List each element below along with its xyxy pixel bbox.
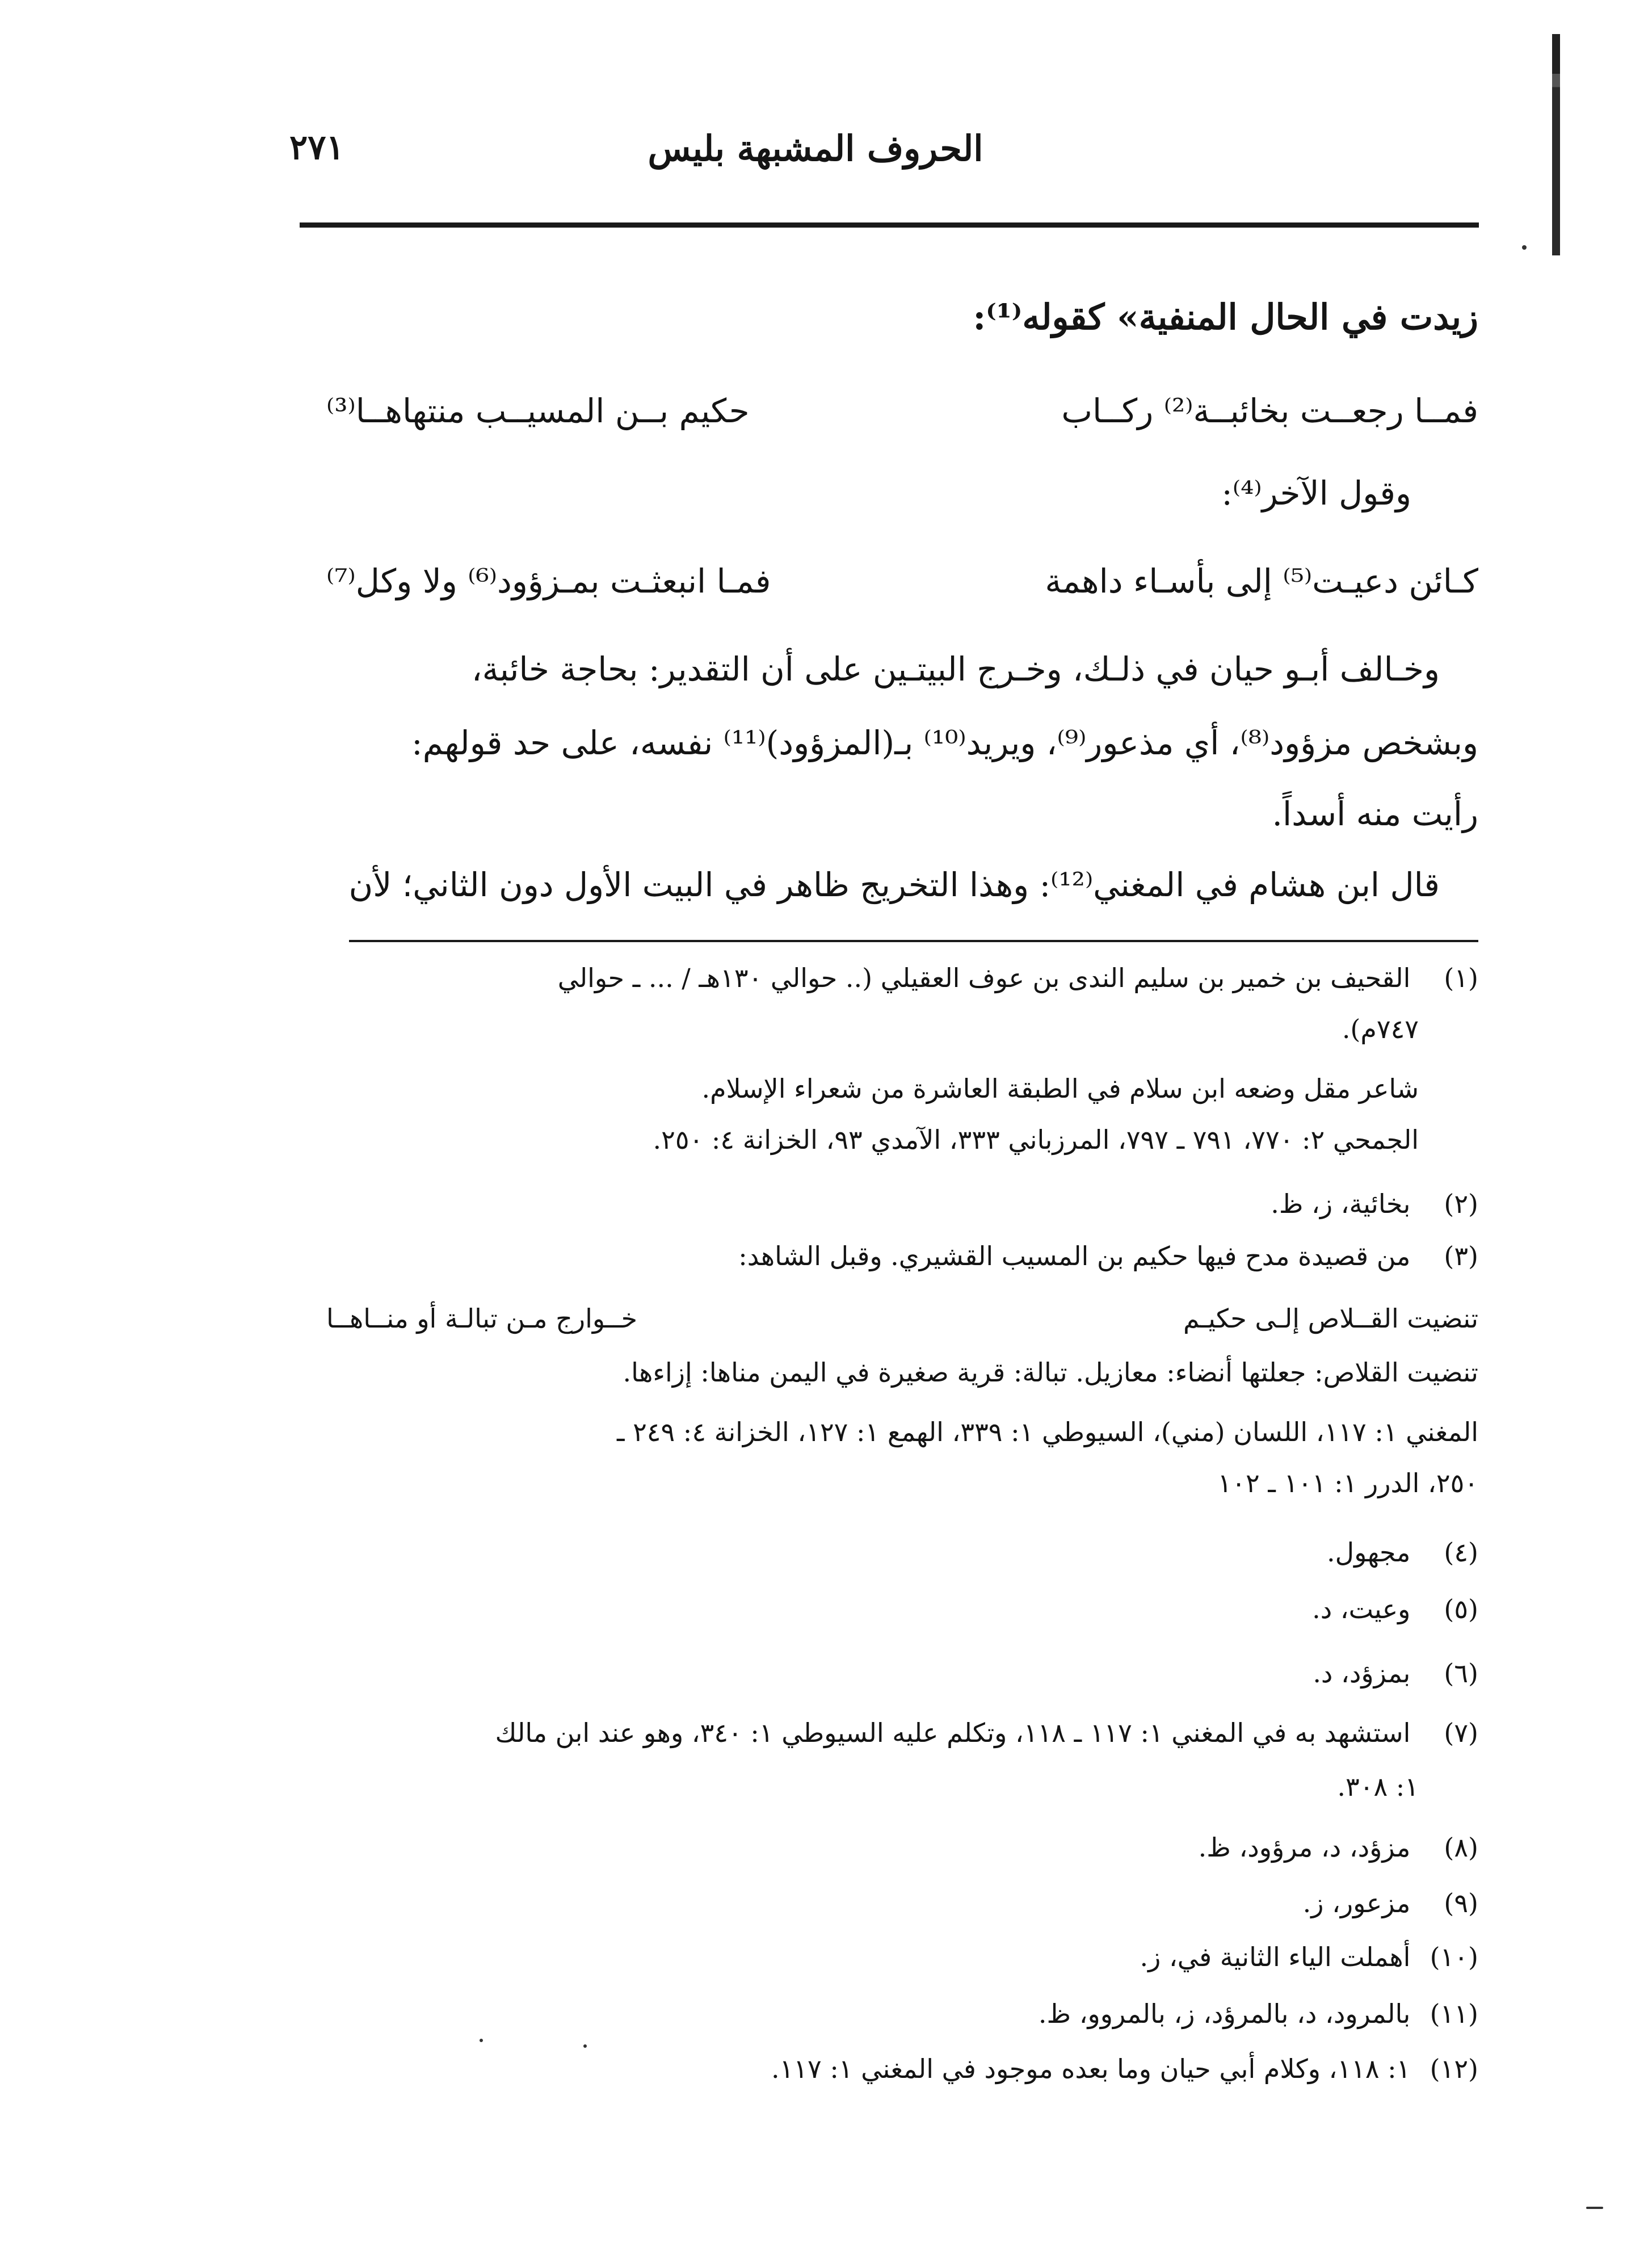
footnote-verse-hemistich-1: تنضيت القــلاص إلـى حكيـم (1183, 1303, 1478, 1334)
footnote-number: (١٠) (1430, 1942, 1478, 1972)
page-number: ٢٧١ (289, 128, 344, 167)
footnote-text: استشهد به في المغني ١: ١١٧ ـ ١١٨، وتكلم عليه السيوطي ١: ٣٤٠، وهو عند ابن مالك (495, 1717, 1411, 1748)
footnote-11 (1038, 1998, 1478, 2029)
footnote-4 (1327, 1537, 1478, 1568)
footnote-number: (٧) (1444, 1717, 1478, 1748)
paragraph-line-3: رأيت منه أسداً. (1272, 795, 1478, 833)
footnote-text: مجهول. (1327, 1537, 1411, 1568)
footnote-number: (٦) (1444, 1658, 1478, 1689)
verse-2-hemistich-2: فمـا انبعثـت بمـزؤود⁽⁶⁾ ولا وكل⁽⁷⁾ (326, 562, 771, 600)
footnote-number: (١١) (1430, 1998, 1478, 2029)
footnote-number: (٥) (1444, 1594, 1478, 1624)
footnote-1 (558, 965, 1478, 991)
footnote-text: من قصيدة مدح فيها حكيم بن المسيب القشيري. وقبل الشاهد: (738, 1241, 1411, 1271)
footnote-text: ١: ١١٨، وكلام أبي حيان وما بعده موجود في المغني ١: ١١٧. (771, 2053, 1411, 2084)
paragraph-line-1: وخـالف أبـو حيان في ذلـك، وخـرج البيتـين على أن التقدير: بحاجة خائبة، (471, 650, 1440, 688)
verse-2 (326, 562, 1478, 600)
body-line-1 (973, 296, 1478, 338)
footnote-1-cont: ٧٤٧م). (1342, 1014, 1419, 1044)
footnote-3-cont: ٢٥٠، الدرر ١: ١٠١ ـ ١٠٢ (1217, 1468, 1478, 1498)
verse-2-hemistich-1: كـائن دعيـت⁽⁵⁾ إلى بأسـاء داهمة (1045, 562, 1478, 600)
footnote-text: القحيف بن خمير بن سليم الندى بن عوف العقيلي (.. حوالي ١٣٠هـ / ... ـ حوالي (557, 963, 1411, 993)
footnote-number: (٨) (1444, 1832, 1478, 1863)
footnote-10 (1140, 1944, 1478, 1970)
verse-1 (326, 392, 1478, 430)
footnote-1-cont: الجمحي ٢: ٧٧٠، ٧٩١ ـ ٧٩٧، المرزباني ٣٣٣، الآمدي ٩٣، الخزانة ٤: ٢٥٠. (653, 1124, 1419, 1155)
footnote-7-cont: ١: ٣٠٨. (1337, 1771, 1419, 1802)
paragraph-line-2: وبشخص مزؤود⁽⁸⁾، أي مذعور⁽⁹⁾، ويريد⁽¹⁰⁾ بـ(المزؤود)⁽¹¹⁾ نفسه، على حد قولهم: (411, 724, 1478, 762)
header-rule (300, 222, 1479, 228)
footnote-text: مزعور، ز. (1302, 1888, 1411, 1918)
footnote-3-cont: المغني ١: ١١٧، اللسان (مني)، السيوطي ١: ٣٣٩، الهمع ١: ١٢٧، الخزانة ٤: ٢٤٩ ـ (616, 1417, 1478, 1447)
running-title: الحروف المشبهة بليس (648, 128, 983, 169)
footnote-1-cont: شاعر مقل وضعه ابن سلام في الطبقة العاشرة من شعراء الإسلام. (701, 1073, 1419, 1104)
verse-1-hemistich-2: حكيم بــن المسيــب منتهاهــا⁽³⁾ (326, 392, 750, 430)
footnote-text: مزؤد، د، مرؤود، ظ. (1198, 1832, 1411, 1863)
footnote-7 (495, 1717, 1478, 1748)
footnote-3-verse (326, 1305, 1478, 1332)
scan-edge-shadow (1552, 34, 1560, 255)
footnote-3 (738, 1243, 1478, 1269)
footnote-number: (١) (1444, 963, 1478, 993)
footnote-5 (1312, 1596, 1478, 1622)
footnote-12 (771, 2053, 1478, 2084)
body-line-3: وقول الآخر⁽⁴⁾: (1221, 474, 1411, 513)
footnote-9 (1303, 1890, 1478, 1916)
footnote-6 (1313, 1658, 1478, 1689)
footnote-text: بخائية، ز، ظ. (1271, 1188, 1411, 1219)
verse-1-hemistich-1: فمــا رجعــت بخائبــة⁽²⁾ ركــاب (1061, 392, 1478, 430)
footnote-text: بمزؤد، د. (1313, 1658, 1411, 1689)
footnote-number: (٣) (1444, 1241, 1478, 1271)
footnote-separator (349, 940, 1478, 942)
footnote-text: بالمرود، د، بالمرؤد، ز، بالمروو، ظ. (1038, 1998, 1411, 2029)
footnote-3-cont: تنضيت القلاص: جعلتها أنضاء: معازيل. تبالة: قرية صغيرة في اليمن مناها: إزاءها. (623, 1357, 1478, 1388)
footnote-8 (1198, 1832, 1478, 1863)
footnote-number: (٩) (1444, 1888, 1478, 1918)
footnote-text: وعيت، د. (1312, 1594, 1411, 1624)
footnote-number: (١٢) (1430, 2053, 1478, 2084)
footnote-number: (٢) (1444, 1188, 1478, 1219)
scan-speck (480, 2039, 483, 2042)
scan-speck (583, 2044, 587, 2048)
paragraph-line-4: قال ابن هشام في المغني⁽¹²⁾: وهذا التخريج ظاهر في البيت الأول دون الثاني؛ لأن (348, 866, 1440, 904)
footnote-2 (1271, 1188, 1478, 1219)
footnote-text: أهملت الياء الثانية في، ز. (1140, 1942, 1411, 1972)
footnote-number: (٤) (1444, 1537, 1478, 1568)
scan-speck (1522, 245, 1527, 250)
footnote-verse-hemistich-2: خــوارج مـن تبالـة أو منــاهــا (326, 1303, 638, 1334)
body-line-1-text: زيدت في الحال المنفية» كقوله⁽¹⁾: (973, 296, 1478, 338)
scan-speck (1586, 2207, 1603, 2209)
